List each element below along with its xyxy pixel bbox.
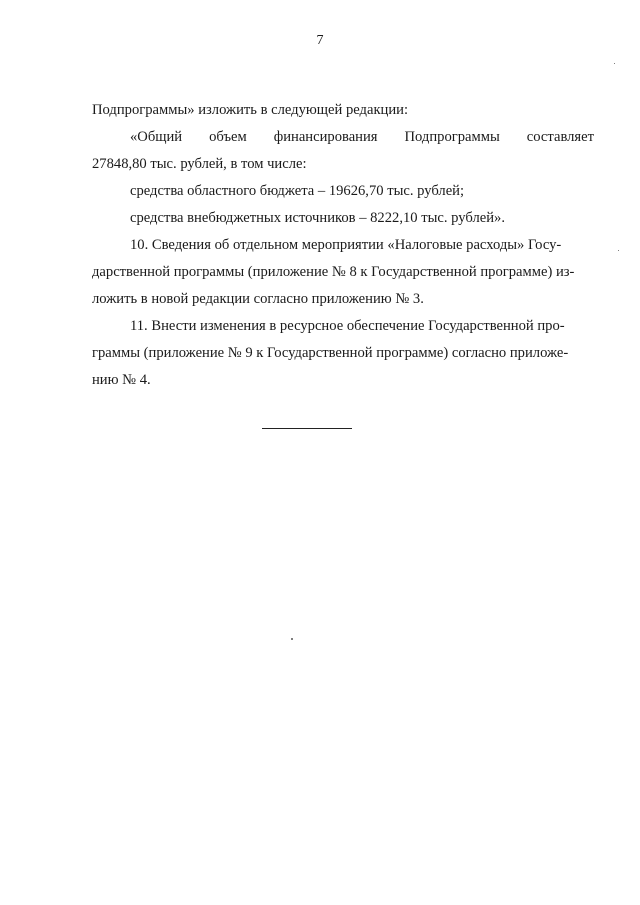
financing-word-1: «Общий [130,129,183,145]
scan-speck [614,63,615,64]
page-number: 7 [316,33,324,48]
item-11-line-2: граммы (приложение № 9 к Государственной программе) согласно приложе- [92,345,569,361]
item-10-line-1: 10. Сведения об отдельном мероприятии «Налоговые расходы» Госу- [130,237,562,253]
scan-speck [618,250,619,251]
total-amount-line: 27848,80 тыс. рублей, в том числе: [92,156,307,172]
document-body [92,97,594,394]
financing-word-3: финансирования [273,129,378,145]
scan-speck [291,638,293,640]
financing-word-4: Подпрограммы [404,129,500,145]
extra-budget-line: средства внебюджетных источников – 8222,10 тыс. рублей». [130,210,505,226]
item-10-line-3: ложить в новой редакции согласно приложению № 3. [92,291,424,307]
regional-budget-line: средства областного бюджета – 19626,70 тыс. рублей; [130,183,465,199]
item-11-line-3: нию № 4. [92,372,151,388]
financing-word-5: составляет [526,129,594,145]
financing-line [92,124,594,151]
item-11-line-1: 11. Внести изменения в ресурсное обеспечение Государственной про- [130,318,565,334]
item-10-line-2: дарственной программы (приложение № 8 к Государственной программе) из- [92,264,575,280]
end-divider [262,428,352,429]
paragraph-line-1: Подпрограммы» изложить в следующей редакции: [92,102,409,118]
financing-word-2: объем [209,129,247,145]
